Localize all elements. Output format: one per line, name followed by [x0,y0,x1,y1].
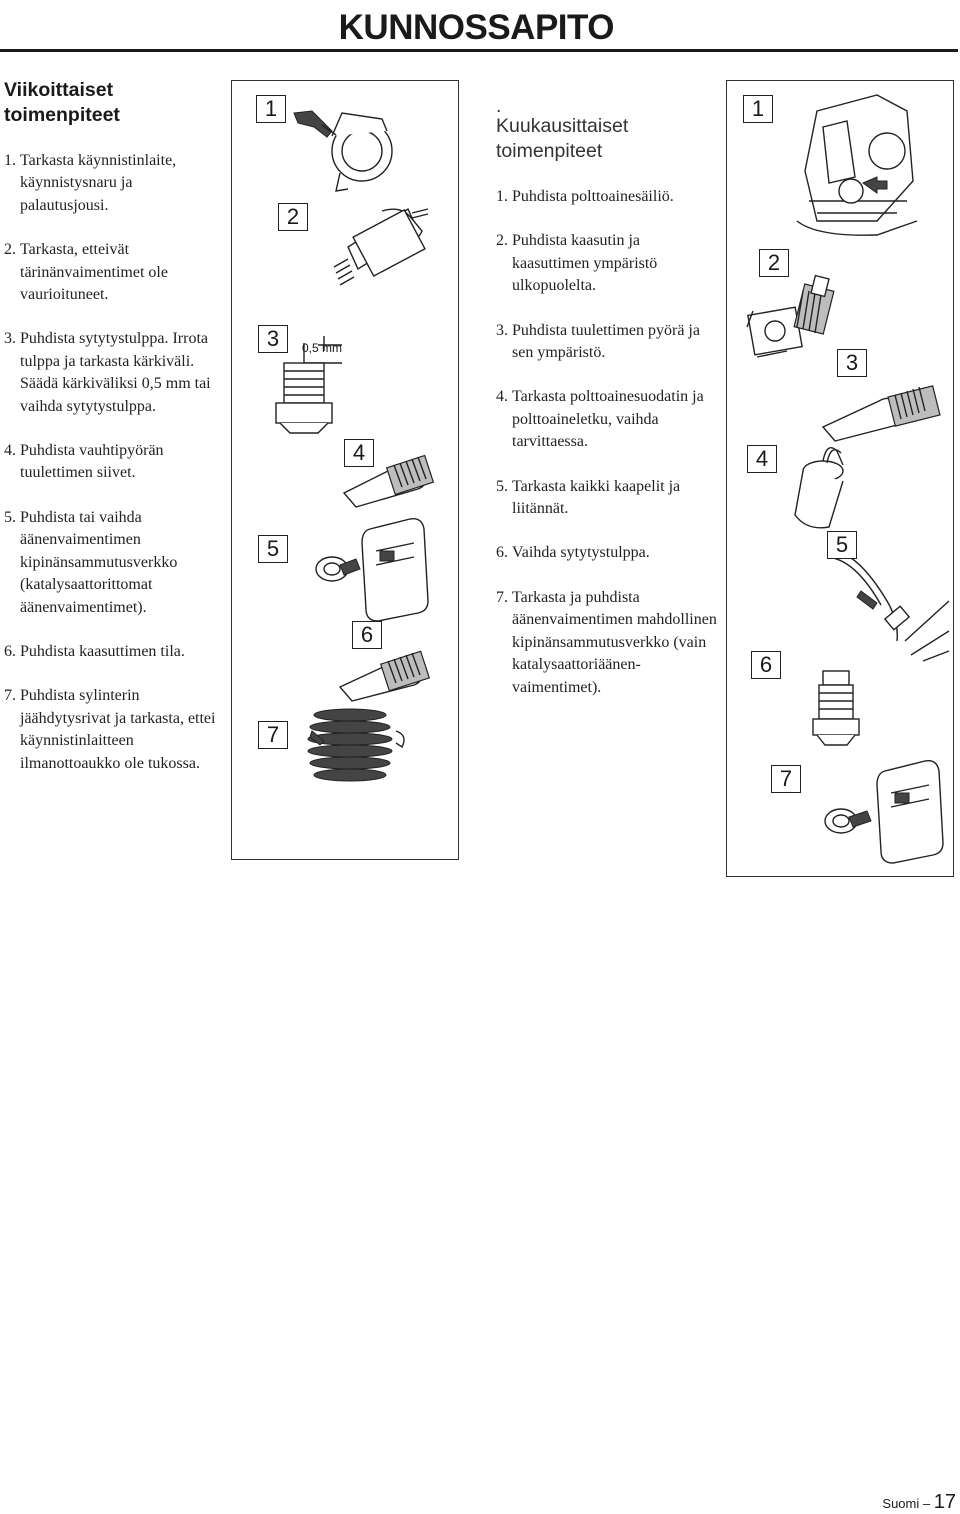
badge-m2: 2 [759,249,789,277]
step-text: Vaihda sytytystulppa. [512,544,650,562]
step-number: 6. [4,642,16,660]
step-number: 3. [4,330,16,348]
brush-illustration-3 [823,386,940,441]
engine-tank-illustration [797,95,917,235]
page-footer [882,1491,956,1514]
monthly-step-3 [496,320,718,365]
spark-plug-illustration-6 [813,671,859,745]
step-text: Puhdista tai vaihda äänenvaimentimen kipinänsammutusverkko (katalysaattorittomat äänenvaimentimet). [20,508,178,616]
badge-1: 1 [256,95,286,123]
monthly-step-1 [496,186,718,208]
step-number: 5. [496,477,508,495]
badge-m1: 1 [743,95,773,123]
footer-language: Suomi [882,1496,920,1511]
step-number: 1. [4,152,16,169]
badge-3: 3 [258,325,288,353]
weekly-step-6 [4,641,224,663]
monthly-steps-list [496,186,718,699]
step-number: 3. [496,321,508,339]
weekly-steps-list [4,150,224,775]
muffler-illustration-7 [825,761,943,863]
step-text: Puhdista sylinterin jäähdytysrivat ja tarkasta, ettei käynnistinlaitteen ilmanottoaukko ole tukossa. [20,687,216,772]
footer-dash: – [922,1496,931,1511]
fuel-filter-illustration [795,448,843,528]
cylinder-fins-illustration [308,709,404,781]
monthly-heading: Kuukausittaiset toimenpiteet [496,115,629,162]
header-rule [0,49,958,52]
weekly-heading: Viikoittaiset toimenpiteet [4,79,120,126]
monthly-figure-box [726,80,954,877]
step-number: 2. [4,241,16,259]
step-text: Puhdista kaasutin ja kaasuttimen ympäristö ulkopuolelta. [512,232,658,295]
damper-illustration [334,209,428,285]
weekly-section [4,78,224,797]
weekly-figure-box [231,80,459,860]
monthly-step-7 [496,587,718,699]
step-number: 6. [496,544,508,562]
step-text: Puhdista sytytystulppa. Irrota tulppa ja tarkasta kärkiväli. Säädä kärkiväliksi 0,5 mm tai vaihda sytytystulppa. [20,330,211,415]
step-number: 4. [496,388,508,406]
monthly-section [496,95,718,721]
step-number: 4. [4,442,16,460]
muffler-illustration [316,519,428,621]
step-number: 5. [4,508,16,526]
badge-2: 2 [278,203,308,231]
badge-6: 6 [352,621,382,649]
step-number: 7. [4,687,16,705]
badge-m7: 7 [771,765,801,793]
weekly-step-4 [4,440,224,485]
step-text: Tarkasta kaikki kaapelit ja liitännät. [512,477,681,518]
page-number: 17 [933,1491,956,1513]
monthly-step-2 [496,230,718,297]
brush-illustration-6 [340,651,429,701]
weekly-step-2 [4,239,224,306]
step-text: Tarkasta käynnistinlaite, käynnistysnaru ja palautusjousi. [20,152,177,214]
cable-illustration [827,551,949,661]
monthly-step-5 [496,476,718,521]
weekly-step-1 [4,150,224,217]
weekly-step-5 [4,507,224,619]
step-text: Puhdista tuulettimen pyörä ja sen ympäristö. [512,321,700,362]
badge-m3: 3 [837,349,867,377]
monthly-step-6 [496,542,718,564]
badge-m5: 5 [827,531,857,559]
gap-label: 0,5 mm [302,341,343,355]
carburetor-illustration [747,276,834,357]
step-text: Puhdista polttoainesäiliö. [512,188,674,205]
weekly-step-3 [4,328,224,418]
starter-illustration [294,111,392,191]
monthly-heading-dot: . [496,95,502,117]
monthly-step-4 [496,386,718,453]
weekly-step-7 [4,685,224,775]
badge-m4: 4 [747,445,777,473]
step-text: Puhdista kaasuttimen tila. [20,642,185,660]
page-title: KUNNOSSAPITO [338,8,614,47]
step-text: Tarkasta, etteivät tärinänvaimentimet ole vaurioituneet. [20,241,168,304]
badge-4: 4 [344,439,374,467]
step-text: Tarkasta polttoainesuodatin ja polttoaineletku, vaihda tarvittaessa. [512,388,704,451]
badge-m6: 6 [751,651,781,679]
step-text: Tarkasta ja puhdista äänenvaimentimen mahdollinen kipinänsammutusverkko (vain katalysaattoriäänen-vaimentimet). [512,588,717,696]
step-number: 1. [496,188,508,205]
step-text: Puhdista vauhtipyörän tuulettimen siivet. [20,442,164,482]
badge-7: 7 [258,721,288,749]
step-number: 7. [496,588,508,606]
step-number: 2. [496,232,508,250]
badge-5: 5 [258,535,288,563]
